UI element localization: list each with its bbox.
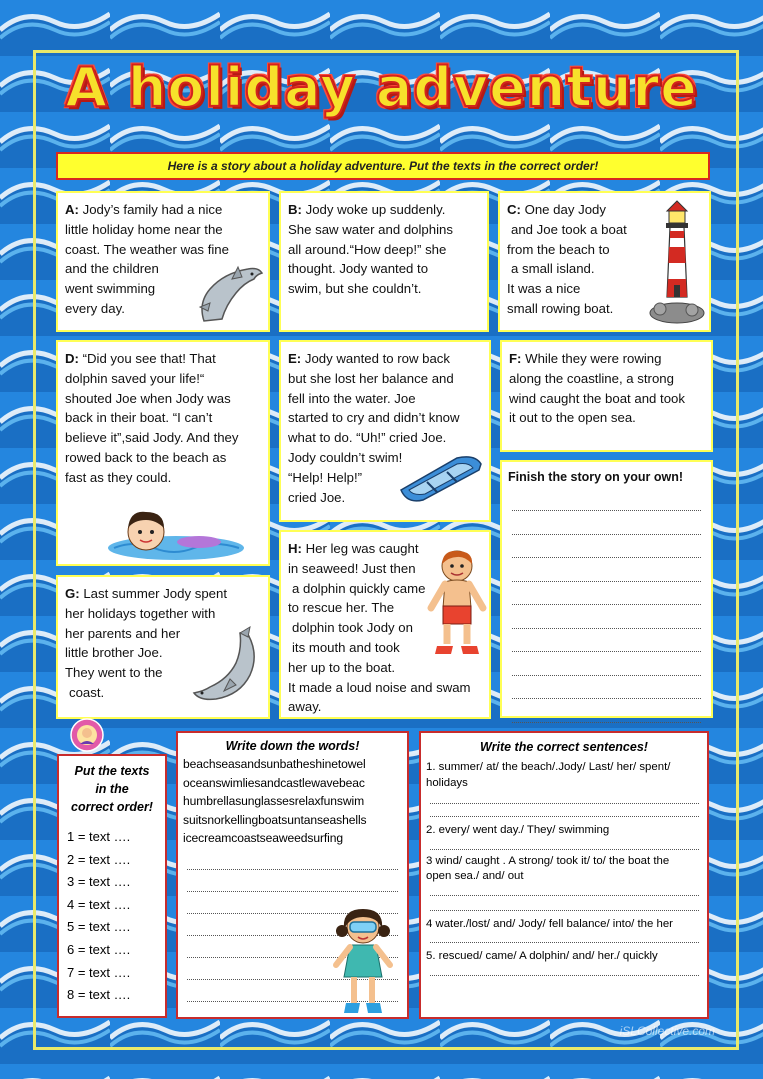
text-b-line: thought. Jody wanted to bbox=[288, 261, 429, 277]
text-a-line: went swimming bbox=[65, 281, 156, 297]
text-g-line: her parents and her bbox=[65, 625, 181, 641]
text-d-line: shouted Joe when Jody was bbox=[65, 390, 231, 406]
sentence-answer-line[interactable] bbox=[430, 932, 699, 943]
text-g-line: coast. bbox=[69, 684, 105, 700]
text-c-line: small rowing boat. bbox=[507, 300, 614, 316]
text-h-line: a dolphin quickly came bbox=[292, 580, 426, 596]
sentence-prompt: 5. rescued/ came/ A dolphin/ and/ her./ quickly bbox=[426, 950, 658, 962]
order-heading-line: correct order! bbox=[71, 800, 153, 814]
order-item[interactable]: 5 = text …. bbox=[67, 919, 131, 935]
text-d-line: dolphin saved your life!“ bbox=[65, 370, 205, 386]
text-d-line: back in their boat. “I can’t bbox=[65, 410, 213, 426]
text-c-line: It was a nice bbox=[507, 281, 581, 297]
text-a-line: and the children bbox=[65, 261, 159, 277]
text-e-line: cried Joe. bbox=[288, 489, 346, 505]
order-heading-line: in the bbox=[95, 782, 129, 796]
text-h-label: H: bbox=[288, 541, 302, 556]
sentence-prompt: 1. summer/ at/ the beach/.Jody/ Last/ her/ spent/ bbox=[426, 761, 671, 773]
finish-story-lines[interactable] bbox=[508, 488, 705, 723]
writing-line[interactable] bbox=[512, 582, 701, 606]
text-e-line: what to do. “Uh!” cried Joe. bbox=[288, 430, 447, 446]
finish-story-heading: Finish the story on your own! bbox=[508, 470, 683, 484]
instruction-banner: Here is a story about a holiday adventure. Put the texts in the correct order! bbox=[56, 152, 710, 180]
word-puzzle-line: humbrellasunglassesrelaxfunswim bbox=[183, 794, 365, 808]
order-box bbox=[57, 754, 167, 1018]
order-item[interactable]: 8 = text …. bbox=[67, 987, 131, 1003]
text-box-a bbox=[56, 191, 270, 332]
text-h-line: in seaweed! Just then bbox=[288, 560, 416, 576]
text-box-f bbox=[500, 340, 713, 452]
text-c-line: from the beach to bbox=[507, 241, 610, 257]
text-g-line: They went to the bbox=[65, 665, 163, 681]
sentence-prompt: 4 water./lost/ and/ Jody/ fell balance/ into/ the her bbox=[426, 917, 673, 930]
dolphin-icon bbox=[196, 263, 268, 325]
text-box-e bbox=[279, 340, 491, 522]
writing-line[interactable] bbox=[512, 699, 701, 723]
text-f-label: F: bbox=[509, 351, 522, 366]
writing-line[interactable] bbox=[512, 629, 701, 653]
text-e-line: but she lost her balance and bbox=[288, 370, 454, 386]
girl-snorkel-icon bbox=[328, 907, 398, 1017]
page-title: A holiday adventure bbox=[65, 56, 698, 119]
text-box-b bbox=[279, 191, 489, 332]
text-f-line: it out to the open sea. bbox=[509, 410, 636, 426]
text-box-d bbox=[56, 340, 270, 566]
sentences-box bbox=[419, 731, 709, 1019]
text-c-line: and Joe took a boat bbox=[511, 221, 627, 237]
text-a-line: coast. The weather was fine bbox=[65, 241, 229, 257]
order-item[interactable]: 2 = text …. bbox=[67, 851, 131, 867]
order-item[interactable]: 3 = text …. bbox=[67, 874, 131, 890]
text-b-line: swim, but she couldn’t. bbox=[288, 281, 422, 297]
text-d-line: rowed back to the beach as bbox=[65, 449, 227, 465]
text-g-line: Last summer Jody spent bbox=[83, 586, 227, 601]
text-b-line: Jody woke up suddenly. bbox=[305, 202, 446, 217]
text-b-line: all around.“How deep!” she bbox=[288, 241, 447, 257]
logo-badge-icon bbox=[70, 718, 104, 752]
text-e-line: Jody couldn’t swim! bbox=[288, 449, 403, 465]
sentences-heading: Write the correct sentences! bbox=[480, 740, 648, 754]
text-g-line: her holidays together with bbox=[65, 605, 216, 621]
finish-story-box bbox=[500, 460, 713, 718]
watermark: iSLCollective.com bbox=[619, 1024, 715, 1038]
text-g-label: G: bbox=[65, 586, 80, 601]
writing-line[interactable] bbox=[187, 848, 398, 870]
text-b-line: She saw water and dolphins bbox=[288, 221, 453, 237]
rowing-boat-icon bbox=[397, 450, 485, 506]
words-heading: Write down the words! bbox=[225, 739, 360, 753]
text-b-label: B: bbox=[288, 202, 302, 217]
text-h-line: dolphin took Jody on bbox=[292, 620, 413, 636]
text-f-line: along the coastline, a strong bbox=[509, 370, 674, 386]
text-box-g bbox=[56, 575, 270, 719]
sentence-answer-line[interactable] bbox=[430, 804, 699, 817]
writing-line[interactable] bbox=[512, 676, 701, 700]
text-a-label: A: bbox=[65, 202, 79, 217]
writing-line[interactable] bbox=[512, 652, 701, 676]
text-c-line: a small island. bbox=[511, 261, 595, 277]
sentence-answer-line[interactable] bbox=[430, 839, 699, 850]
order-item[interactable]: 4 = text …. bbox=[67, 896, 131, 912]
text-a-line: every day. bbox=[65, 300, 125, 316]
writing-line[interactable] bbox=[187, 870, 398, 892]
text-h-line: her up to the boat. bbox=[288, 659, 396, 675]
text-box-h bbox=[279, 530, 491, 719]
swimming-girl-icon bbox=[104, 504, 244, 564]
sentence-prompt: 3 wind/ caught . A strong/ took it/ to/ the boat the bbox=[426, 854, 670, 867]
writing-line[interactable] bbox=[512, 511, 701, 535]
text-e-line: fell into the water. Joe bbox=[288, 390, 416, 406]
text-d-line: believe it”,said Jody. And they bbox=[65, 430, 239, 446]
writing-line[interactable] bbox=[512, 488, 701, 512]
text-d-line: fast as they could. bbox=[65, 469, 172, 485]
text-h-line: It made a loud noise and swam bbox=[288, 679, 471, 695]
sentence-prompt: 2. every/ went day./ They/ swimming bbox=[426, 824, 610, 836]
sentence-answer-line[interactable] bbox=[430, 791, 699, 804]
text-g-line: little brother Joe. bbox=[65, 645, 163, 661]
order-item[interactable]: 7 = text …. bbox=[67, 964, 131, 980]
word-puzzle-line: oceanswimliesandcastlewavebeac bbox=[183, 775, 365, 790]
word-puzzle-line: suitsnorkellingboatsuntanseashells bbox=[183, 812, 367, 827]
sentence-answer-line[interactable] bbox=[430, 885, 699, 896]
text-h-line: to rescue her. The bbox=[288, 600, 395, 616]
dolphin-icon bbox=[190, 625, 266, 707]
text-c-label: C: bbox=[507, 202, 521, 217]
sentence-prompt: open sea./ and/ out bbox=[426, 870, 524, 882]
text-a-line: Jody’s family had a nice bbox=[82, 202, 223, 217]
sentence-answer-line[interactable] bbox=[430, 896, 699, 911]
text-e-line: “Help! Help!” bbox=[288, 469, 363, 485]
sentence-answer-line[interactable] bbox=[430, 965, 699, 976]
writing-line[interactable] bbox=[512, 535, 701, 559]
word-puzzle-line: beachseasandsunbatheshinetowel bbox=[183, 757, 366, 771]
text-h-line: Her leg was caught bbox=[305, 541, 419, 556]
sentence-prompt: holidays bbox=[426, 776, 468, 789]
text-e-label: E: bbox=[288, 351, 302, 366]
text-c-line: One day Jody bbox=[524, 202, 606, 217]
text-e-line: started to cry and didn’t know bbox=[288, 410, 460, 426]
text-f-line: wind caught the boat and took bbox=[509, 390, 685, 406]
text-d-line: “Did you see that! That bbox=[82, 351, 216, 366]
lighthouse-icon bbox=[648, 197, 706, 325]
order-heading-line: Put the texts bbox=[74, 764, 150, 778]
text-a-line: little holiday home near the bbox=[65, 221, 223, 237]
order-item[interactable]: 1 = text …. bbox=[67, 829, 131, 844]
text-h-line: away. bbox=[288, 699, 322, 715]
text-f-line: While they were rowing bbox=[525, 351, 662, 366]
order-item[interactable]: 6 = text …. bbox=[67, 941, 131, 957]
word-puzzle-line: icecreamcoastseaweedsurfing bbox=[183, 831, 343, 845]
writing-line[interactable] bbox=[512, 605, 701, 629]
text-d-label: D: bbox=[65, 351, 79, 366]
text-e-line: Jody wanted to row back bbox=[304, 351, 450, 366]
words-box bbox=[176, 731, 409, 1019]
text-h-line: its mouth and took bbox=[292, 639, 400, 655]
writing-line[interactable] bbox=[512, 558, 701, 582]
text-box-c bbox=[498, 191, 711, 332]
boy-icon bbox=[427, 548, 489, 660]
